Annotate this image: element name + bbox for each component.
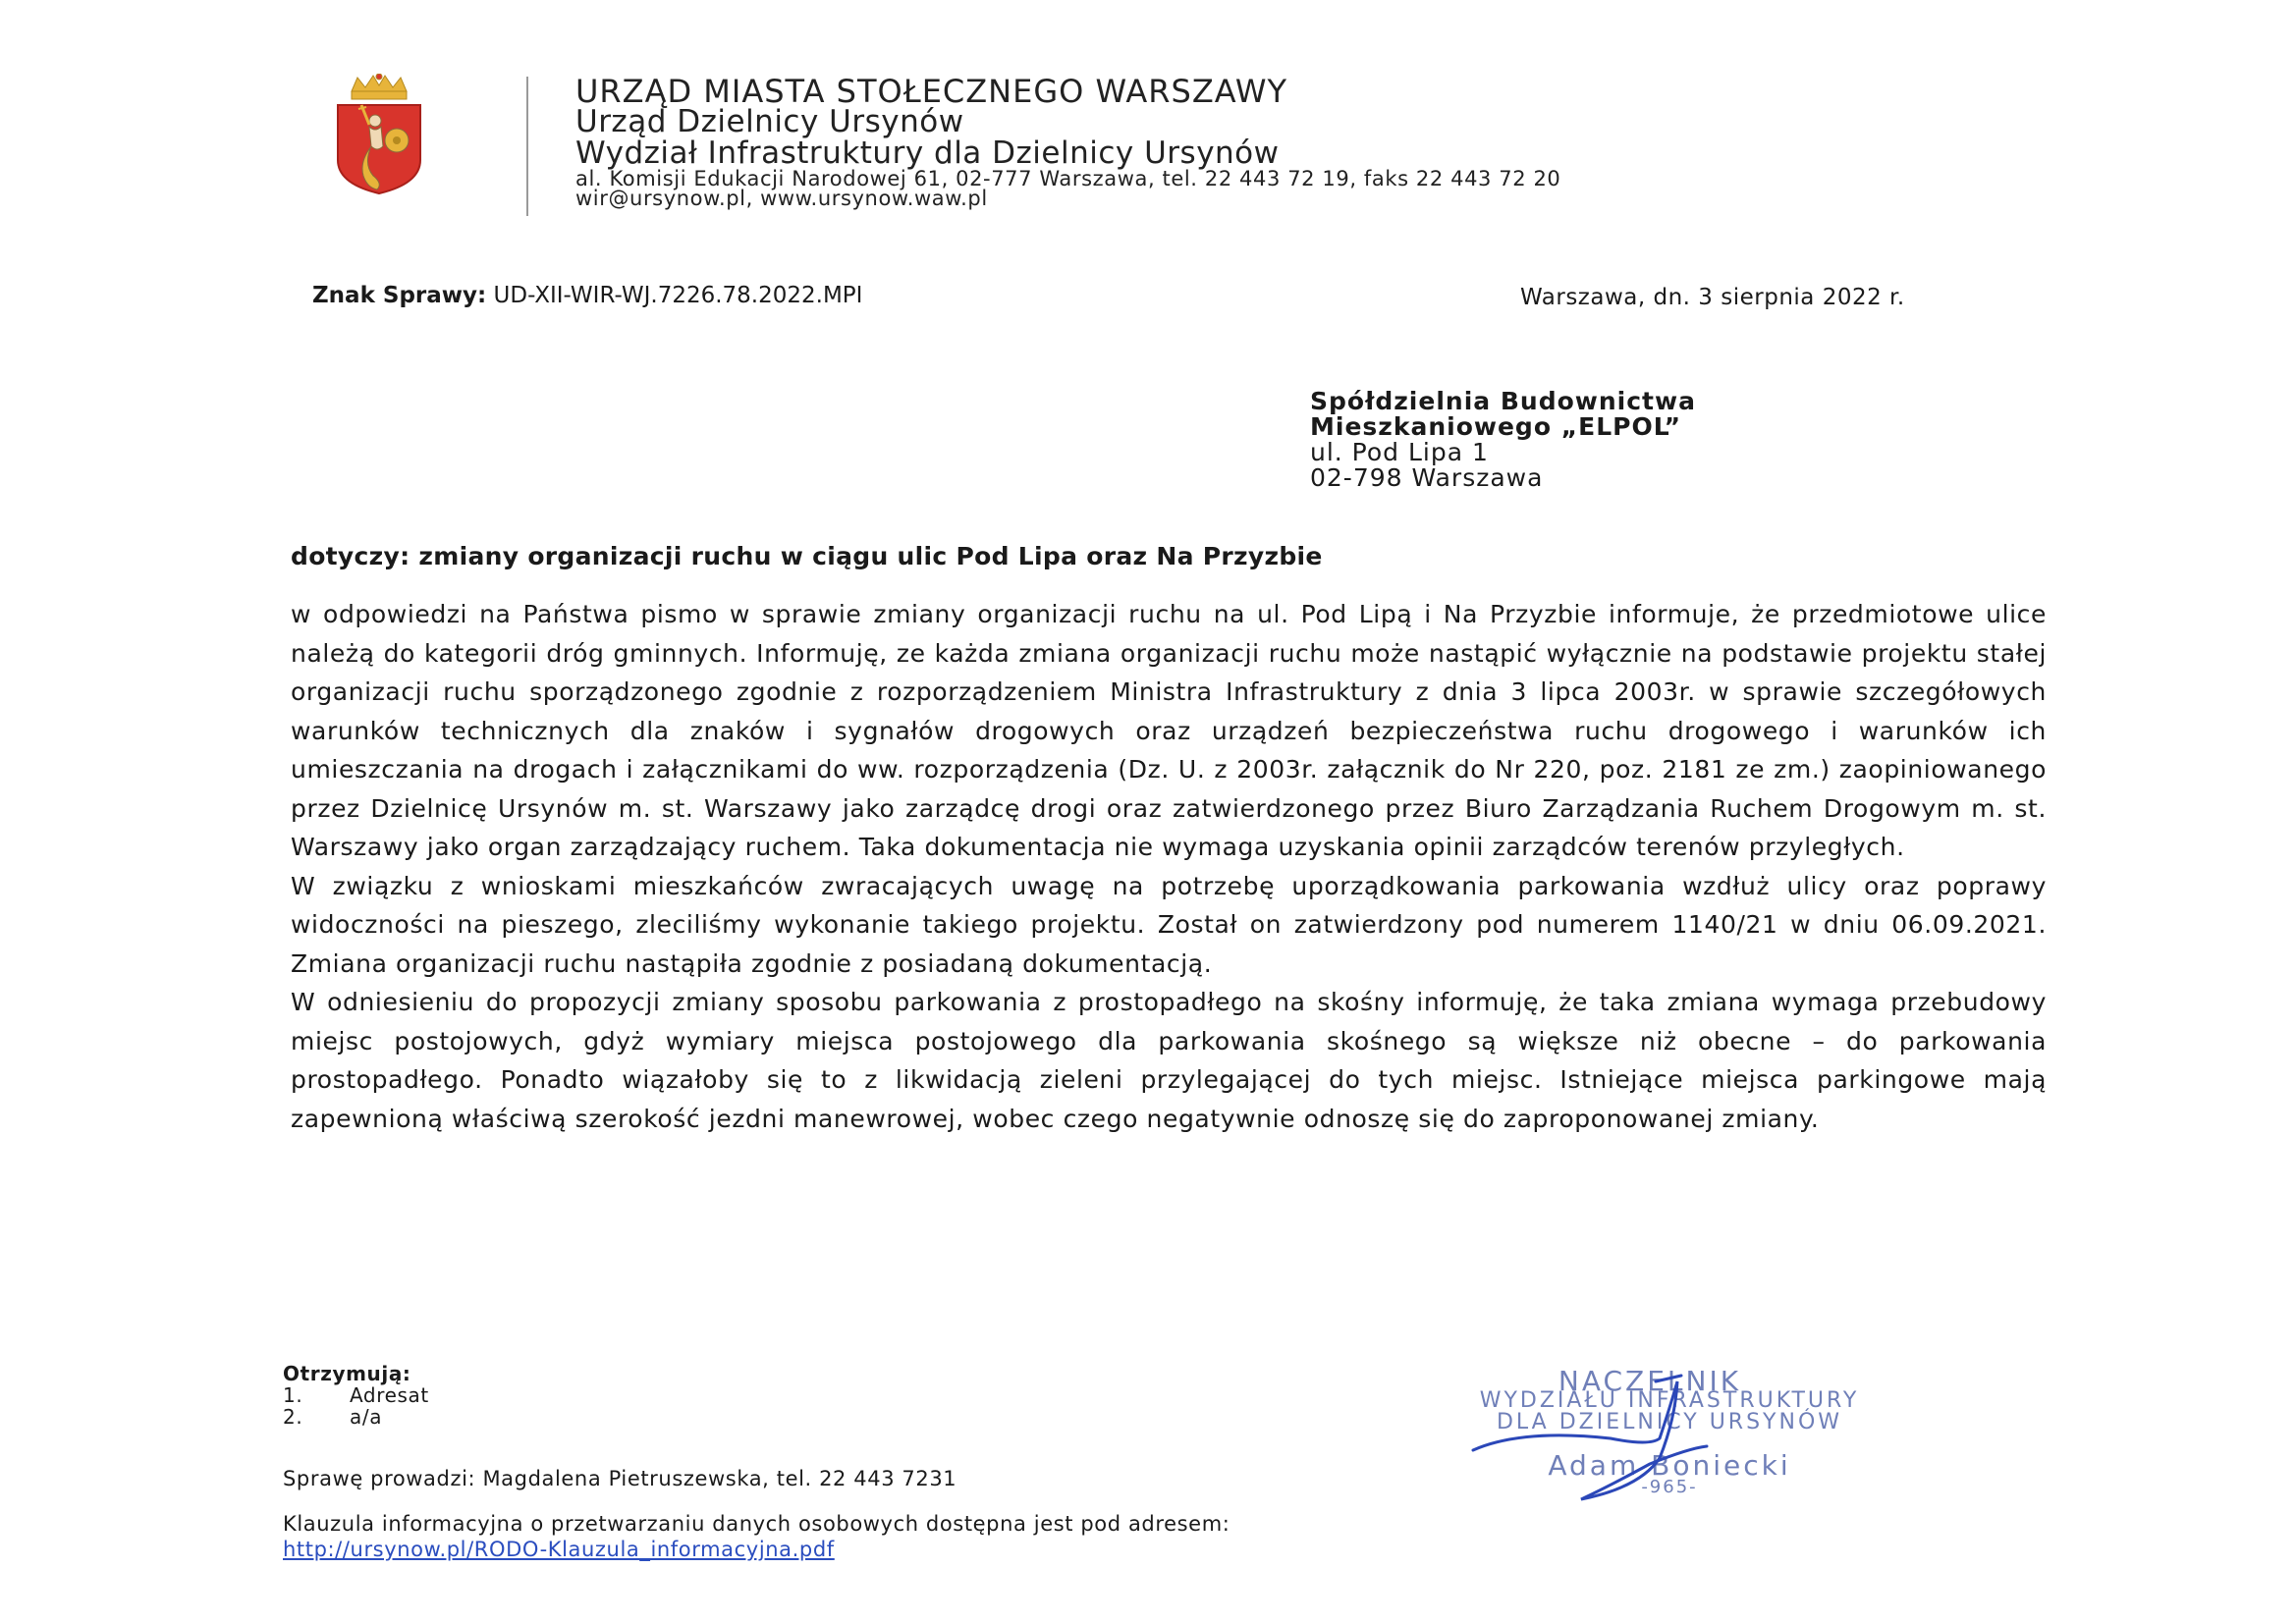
list-item-text: a/a [350, 1405, 383, 1429]
body-paragraph-3: W odniesieniu do propozycji zmiany sposobu parkowania z prostopadłego na skośny informuję, że taka zmiana wymaga przebudowy miejsc postojowych, gdyż wymiary miejsca postojowego dla parkowania skośnego są większe niż obecne – do parkowania prostopadłego. Ponadto wiązałoby się to z likwidacją zieleni przylegającej do tych miejsc. Istniejące miejsca parkingowe mają zapewnioną właściwą szerokość jezdni manewrowej, wobec czego negatywnie odnoszę się do zaproponowanej zmiany. [291, 988, 2047, 1133]
recipients-title: Otrzymują: [283, 1362, 411, 1385]
office-contact-web: wir@ursynow.pl, www.ursynow.waw.pl [575, 187, 988, 210]
addressee-name-line2: Mieszkaniowego „ELPOL” [1310, 412, 1682, 441]
letter-body [291, 595, 2047, 1138]
addressee-city: 02-798 Warszawa [1310, 463, 1544, 492]
recipients-list [283, 1363, 429, 1428]
stamp-title: NACZELNIK [1558, 1365, 1742, 1397]
case-reference-value: UD-XII-WIR-WJ.7226.78.2022.MPI [493, 283, 863, 308]
letter-date: Warszawa, dn. 3 sierpnia 2022 r. [1520, 285, 1905, 310]
stamp-department-line1: WYDZIAŁU INFRASTRUKTURY [1479, 1388, 1860, 1413]
district-name: Urząd Dzielnicy Ursynów [575, 104, 964, 139]
warsaw-crest-icon [304, 74, 454, 196]
stamp-department-line2: DLA DZIELNICY URSYNÓW [1496, 1410, 1843, 1434]
case-reference [312, 283, 862, 308]
handled-by-line: Sprawę prowadzi: Magdalena Pietruszewska, tel. 22 443 7231 [283, 1467, 957, 1490]
stamp-name: Adam Boniecki [1548, 1449, 1791, 1482]
office-name: URZĄD MIASTA STOŁECZNEGO WARSZAWY [575, 73, 1288, 110]
addressee-street: ul. Pod Lipa 1 [1310, 438, 1489, 466]
list-item-number: 1. [283, 1383, 303, 1407]
body-paragraph-1: w odpowiedzi na Państwa pismo w sprawie zmiany organizacji ruchu na ul. Pod Lipą i Na Przyzbie informuje, że przedmiotowe ulice należą do kategorii dróg gminnych. Informuję, ze każda zmiana organizacji ruchu może nastąpić wyłącznie na podstawie projektu stałej organizacji ruchu sporządzonego zgodnie z rozporządzeniem Ministra Infrastruktury z dnia 3 lipca 2003r. w sprawie szczegółowych warunków technicznych dla znaków i sygnałów drogowych oraz urządzeń bezpieczeństwa ruchu drogowego i warunków ich umieszczania na drogach i załącznikami do ww. rozporządzenia (Dz. U. z 2003r. załącznik do Nr 220, poz. 2181 ze zm.) zaopiniowanego przez Dzielnicę Ursynów m. st. Warszawy jako zarządcę drogi oraz zatwierdzonego przez Biuro Zarządzania Ruchem Drogowym m. st. Warszawy jako organ zarządzający ruchem. Taka dokumentacja nie wymaga uzyskania opinii zarządców terenów przyległych. [291, 600, 2047, 861]
rodo-clause-text: Klauzula informacyjna o przetwarzaniu danych osobowych dostępna jest pod adresem: [283, 1512, 1230, 1536]
list-item [283, 1406, 429, 1428]
list-item [283, 1384, 429, 1406]
list-item-text: Adresat [350, 1383, 429, 1407]
header-divider [526, 77, 528, 216]
case-reference-label: Znak Sprawy: [312, 283, 487, 308]
addressee-name-line1: Spółdzielnia Budownictwa [1310, 387, 1696, 415]
signature-icon [1463, 1370, 1817, 1507]
list-item-number: 2. [283, 1405, 303, 1429]
body-paragraph-2: W związku z wnioskami mieszkańców zwracających uwagę na potrzebę uporządkowania parkowania wzdłuż ulicy oraz poprawy widoczności na pieszego, zleciliśmy wykonanie takiego projektu. Został on zatwierdzony pod numerem 1140/21 w dniu 06.09.2021. Zmiana organizacji ruchu nastąpiła zgodnie z posiadaną dokumentacją. [291, 871, 2047, 978]
letter-subject: dotyczy: zmiany organizacji ruchu w ciągu ulic Pod Lipa oraz Na Przyzbie [291, 542, 1323, 570]
stamp-code: -965- [1641, 1477, 1698, 1497]
department-name: Wydział Infrastruktury dla Dzielnicy Ursynów [575, 135, 1280, 171]
rodo-clause-link[interactable]: http://ursynow.pl/RODO-Klauzula_informacyjna.pdf [283, 1538, 835, 1561]
office-address: al. Komisji Edukacji Narodowej 61, 02-777 Warszawa, tel. 22 443 72 19, faks 22 443 72 20 [575, 167, 1561, 190]
